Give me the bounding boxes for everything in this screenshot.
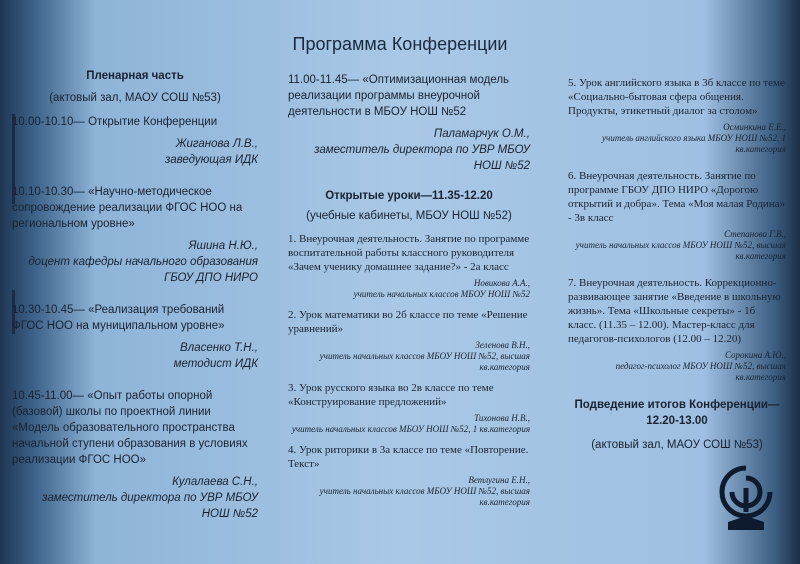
lesson-item [568, 276, 786, 383]
speaker-role: методист ИДК [173, 358, 258, 370]
lesson-item [288, 443, 530, 508]
lesson-text: 7. Внеурочная деятельность. Коррекционно-развивающее занятие «Введение в школьную жизнь». Тема «Школьные секреты» - 1б класс. (11.35 – 12.00). Мастер-класс для педагогов-психологов (12.00 – 12.20) [568, 277, 781, 345]
lesson-text: 1. Внеурочная деятельность. Занятие по программе воспитательной работы классного руководителя «Зачем ученику домашнее задание?» - 2а класс [288, 233, 530, 273]
plenary-item-text: 10.10-10.30— «Научно-методическое сопровождение реализации ФГОС НОО на региональном уровне» [12, 186, 243, 230]
lesson-item [288, 308, 530, 373]
intro-talk-text: 11.00-11.45— «Оптимизационная модель реализации программы внеурочной деятельности в МБОУ НОШ №52 [288, 74, 510, 118]
speaker-role: заместитель директора по УВР МБОУ НОШ №52 [42, 492, 258, 520]
plenary-item [12, 302, 258, 372]
open-lessons-heading: Открытые уроки—11.35-12.20 [325, 190, 493, 202]
speaker-role: заместитель директора по УВР МБОУ НОШ №52 [314, 144, 530, 172]
plenary-item [12, 388, 258, 522]
speaker-name: Власенко Т.Н., [180, 342, 258, 354]
lesson-text: 3. Урок русского языка во 2в классе по теме «Конструирование предложений» [288, 382, 494, 408]
lesson-text: 6. Внеурочная деятельность. Занятие по программе ГБОУ ДПО НИРО «Дорогою открытий и добра». Тема «Моя малая Родина» - 3в класс [568, 170, 786, 224]
teacher-role: учитель начальных классов МБОУ НОШ №52 [353, 289, 530, 299]
teacher-name: Тихонова Н.В., [474, 413, 530, 423]
open-lessons-venue: (учебные кабинеты, МБОУ НОШ №52) [306, 210, 512, 222]
conference-emblem-icon [716, 462, 776, 538]
teacher-name: Ветлугина Е.Н., [468, 475, 530, 485]
teacher-name: Осминкина Е.Е., [723, 122, 786, 132]
lesson-item [568, 169, 786, 262]
lesson-text: 4. Урок риторики в 3а классе по теме «Повторение. Текст» [288, 444, 529, 470]
teacher-name: Зеленова В.Н., [475, 340, 530, 350]
summary-heading: Подведение итогов Конференции—12.20-13.00 [574, 399, 780, 427]
teacher-role: учитель начальных классов МБОУ НОШ №52, высшая кв.категория [575, 240, 786, 261]
lesson-item [288, 381, 530, 435]
teacher-role: учитель начальных классов МБОУ НОШ №52, 1 кв.категория [291, 424, 530, 434]
lesson-text: 5. Урок английского языка в 3б классе по теме «Социально-бытовая сфера общения. Продукты, этикетный диалог за столом» [568, 77, 785, 117]
plenary-item-text: 10.45-11.00— «Опыт работы опорной (базовой) школы по проектной линии «Модель образовательного пространства начальной ступени образования в условиях реализации ФГОС НОО» [12, 390, 248, 466]
teacher-name: Степанова Г.В., [724, 229, 786, 239]
lesson-text: 2. Урок математики во 2б классе по теме «Решение уравнений» [288, 309, 528, 335]
lesson-item [288, 232, 530, 300]
speaker-name: Паламарчук О.М., [433, 128, 530, 140]
lesson-item [568, 76, 786, 155]
plenary-heading: Пленарная часть [86, 70, 184, 82]
plenary-venue: (актовый зал, МАОУ СОШ №53) [49, 92, 221, 104]
plenary-column [12, 68, 258, 538]
teacher-role: учитель начальных классов МБОУ НОШ №52, высшая кв.категория [319, 351, 530, 372]
plenary-item-text: 10.30-10.45— «Реализация требований ФГОС НОО на муниципальном уровне» [12, 304, 225, 332]
middle-column [288, 72, 530, 508]
speaker-name: Жиганова Л.В., [175, 138, 258, 150]
teacher-role: учитель английского языка МБОУ НОШ №52, 1 кв.категория [602, 133, 786, 154]
page-title: Программа Конференции [292, 34, 508, 54]
teacher-role: учитель начальных классов МБОУ НОШ №52, высшая кв.категория [319, 486, 530, 507]
plenary-item [12, 114, 258, 168]
teacher-name: Новикова А.А., [473, 278, 530, 288]
speaker-name: Яшина Н.Ю., [188, 240, 258, 252]
summary-venue: (актовый зал, МАОУ СОШ №53) [591, 439, 763, 451]
teacher-name: Сорокина А.Ю., [724, 350, 786, 360]
plenary-item [12, 184, 258, 286]
speaker-role: доцент кафедры начального образования ГБОУ ДПО НИРО [28, 256, 258, 284]
teacher-role: педагог-психолог МБОУ НОШ №52, высшая кв.категория [615, 361, 786, 382]
speaker-name: Кулалаева С.Н., [172, 476, 258, 488]
speaker-role: заведующая ИДК [164, 154, 258, 166]
plenary-item-text: 10.00-10.10— Открытие Конференции [12, 116, 218, 128]
right-column [568, 76, 786, 453]
